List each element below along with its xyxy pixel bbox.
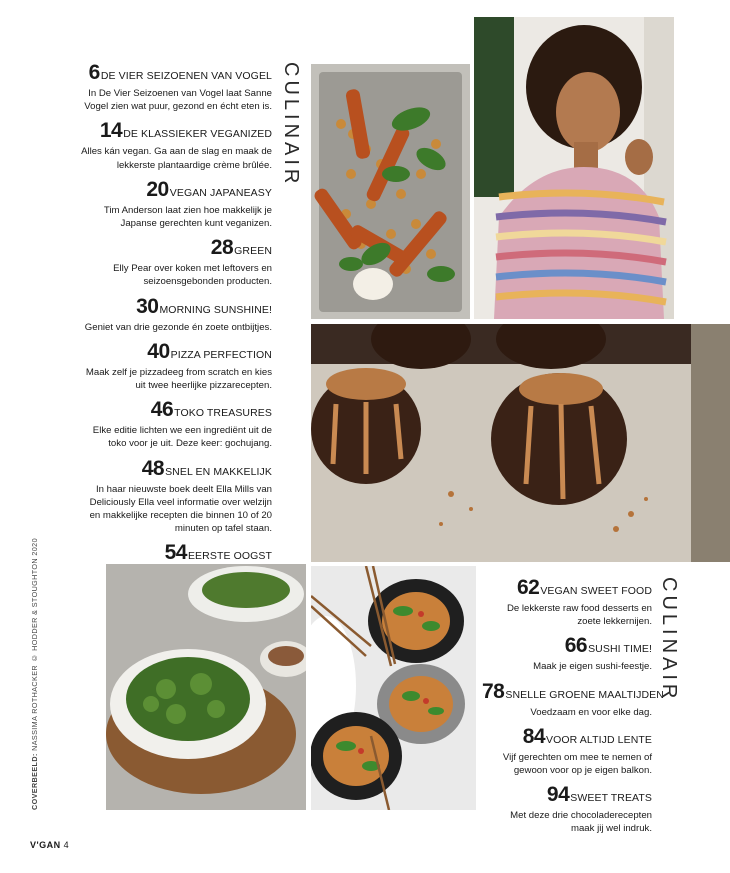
- page-ref-number: 6: [88, 61, 100, 84]
- section-label-bottom: CULINAIR: [658, 577, 680, 703]
- noodle-bowls-photo: [311, 566, 476, 810]
- toc-entry[interactable]: [482, 784, 652, 835]
- page-ref-number: 94: [546, 783, 570, 807]
- article-description-line: Geniet van drie gezonde én zoete ontbijtjes.: [84, 321, 272, 333]
- article-description-line: Deliciously Ella veel informatie over welzijn: [89, 496, 272, 508]
- page-ref-number: 40: [147, 339, 170, 363]
- page-ref-number: 54: [164, 541, 187, 565]
- chocolate-truffles-photo: [311, 324, 730, 562]
- article-description-line: uit twee heerlijke pizzarecepten.: [135, 380, 272, 392]
- toc-entry[interactable]: [482, 635, 652, 673]
- article-title: SNEL EN MAKKELIJK: [165, 465, 272, 478]
- article-description-line: Elke editie lichten we een ingrediënt uit de: [92, 425, 272, 437]
- article-description-line: en makkelijke recepten die binnen 10 of 20: [89, 510, 272, 522]
- page-ref-number: 46: [150, 398, 174, 422]
- article-title: EERSTE OOGST: [187, 550, 272, 563]
- toc-entry[interactable]: [482, 577, 652, 628]
- article-title: VEGAN JAPANEASY: [169, 186, 272, 199]
- sweet-potato-chickpea-photo: [311, 64, 470, 319]
- article-description-line: Met deze drie chocoladerecepten: [510, 810, 652, 822]
- toc-entry[interactable]: [60, 399, 272, 450]
- page-ref-number: 66: [564, 634, 588, 658]
- article-title: TOKO TREASURES: [174, 407, 272, 420]
- toc-entry-heading: [482, 577, 652, 602]
- toc-entry-heading: [482, 635, 652, 660]
- article-description-line: Elly Pear over koken met leftovers en: [113, 263, 272, 275]
- toc-entry-heading: [482, 726, 652, 751]
- toc-entry[interactable]: [482, 679, 664, 719]
- article-description-line: Vijf gerechten om mee te nemen of: [502, 751, 652, 763]
- toc-entry-heading: [482, 679, 664, 706]
- article-title: VEGAN SWEET FOOD: [540, 585, 652, 597]
- article-description-line: In haar nieuwste boek deelt Ella Mills van: [96, 483, 272, 495]
- article-description-line: Voedzaam en voor elke dag.: [530, 706, 652, 718]
- toc-entry[interactable]: [60, 458, 272, 536]
- page-ref-number: 30: [136, 294, 159, 318]
- article-description-line: toko voor je uit. Deze keer: gochujang.: [108, 438, 272, 450]
- toc-bottom-list: [482, 576, 664, 843]
- article-description-line: seizoensgebonden producten.: [143, 276, 272, 288]
- portrait-photo: [474, 17, 674, 319]
- article-description-line: Maak zelf je pizzadeeg from scratch en kies: [85, 366, 272, 378]
- credit-text: NASSIMA ROTHACKER © HODDER & STOUGHTON 2020: [30, 538, 39, 754]
- article-title: VOOR ALTIJD LENTE: [546, 733, 652, 746]
- article-description-line: Alles kán vegan. Ga aan de slag en maak de: [81, 146, 272, 158]
- page-ref-number: 28: [210, 236, 234, 260]
- toc-top-list: [60, 62, 272, 601]
- toc-entry-heading: [60, 237, 272, 262]
- toc-entry[interactable]: [60, 237, 272, 288]
- article-title: DE VIER SEIZOENEN VAN VOGEL: [100, 70, 272, 82]
- article-title: DE KLASSIEKER VEGANIZED: [123, 128, 272, 141]
- article-title: SNELLE GROENE MAALTIJDEN: [505, 688, 664, 701]
- article-title: PIZZA PERFECTION: [170, 348, 272, 361]
- article-title: SWEET TREATS: [570, 792, 652, 805]
- page-ref-number: 48: [141, 456, 165, 480]
- page-ref-number: 20: [146, 177, 169, 201]
- credit-label: COVERBEELD:: [30, 753, 39, 810]
- article-description-line: Maak je eigen sushi-feestje.: [533, 661, 652, 673]
- toc-entry-heading: [60, 296, 272, 321]
- toc-entry-heading: [60, 179, 272, 204]
- article-description-line: In De Vier Seizoenen van Vogel laat Sanne: [88, 88, 272, 99]
- page-footer: [30, 840, 69, 850]
- page-ref-number: 62: [516, 576, 540, 599]
- page-ref-number: 78: [482, 679, 505, 703]
- toc-entry[interactable]: [60, 341, 272, 392]
- toc-entry[interactable]: [60, 62, 272, 113]
- cover-credit: [30, 538, 39, 810]
- toc-entry-heading: [60, 458, 272, 483]
- page-ref-number: 84: [522, 724, 546, 748]
- article-description-line: Tim Anderson laat zien hoe makkelijk je: [103, 204, 272, 216]
- article-title: SUSHI TIME!: [588, 643, 652, 656]
- toc-entry-heading: [482, 784, 652, 809]
- kale-salad-photo: [106, 564, 306, 810]
- toc-entry-heading: [60, 341, 272, 366]
- magazine-brand: V'GAN: [30, 840, 61, 850]
- toc-entry-heading: [60, 399, 272, 424]
- article-description-line: minuten op tafel staan.: [174, 523, 272, 535]
- section-label-top: CULINAIR: [280, 62, 302, 188]
- page-number: 4: [63, 840, 69, 850]
- toc-entry-heading: [60, 62, 272, 87]
- article-description-line: Vogel zien wat puur, gezond en écht eten is.: [84, 101, 272, 113]
- article-description-line: gewoon voor op je eigen balkon.: [513, 765, 652, 777]
- article-description-line: lekkerste plantaardige crème brûlée.: [116, 159, 272, 171]
- article-description-line: De lekkerste raw food desserts en: [506, 603, 652, 614]
- page-ref-number: 14: [99, 119, 123, 143]
- toc-entry[interactable]: [60, 120, 272, 171]
- article-description-line: maak jij wel indruk.: [570, 823, 652, 835]
- toc-entry[interactable]: [482, 726, 652, 777]
- article-description-line: Japanse gerechten kunt veganizen.: [120, 218, 272, 230]
- article-description-line: zoete lekkernijen.: [577, 616, 652, 628]
- article-title: GREEN: [234, 245, 272, 258]
- toc-entry[interactable]: [60, 296, 272, 334]
- toc-entry-heading: [60, 120, 272, 145]
- toc-entry[interactable]: [60, 179, 272, 230]
- article-title: MORNING SUNSHINE!: [159, 303, 272, 316]
